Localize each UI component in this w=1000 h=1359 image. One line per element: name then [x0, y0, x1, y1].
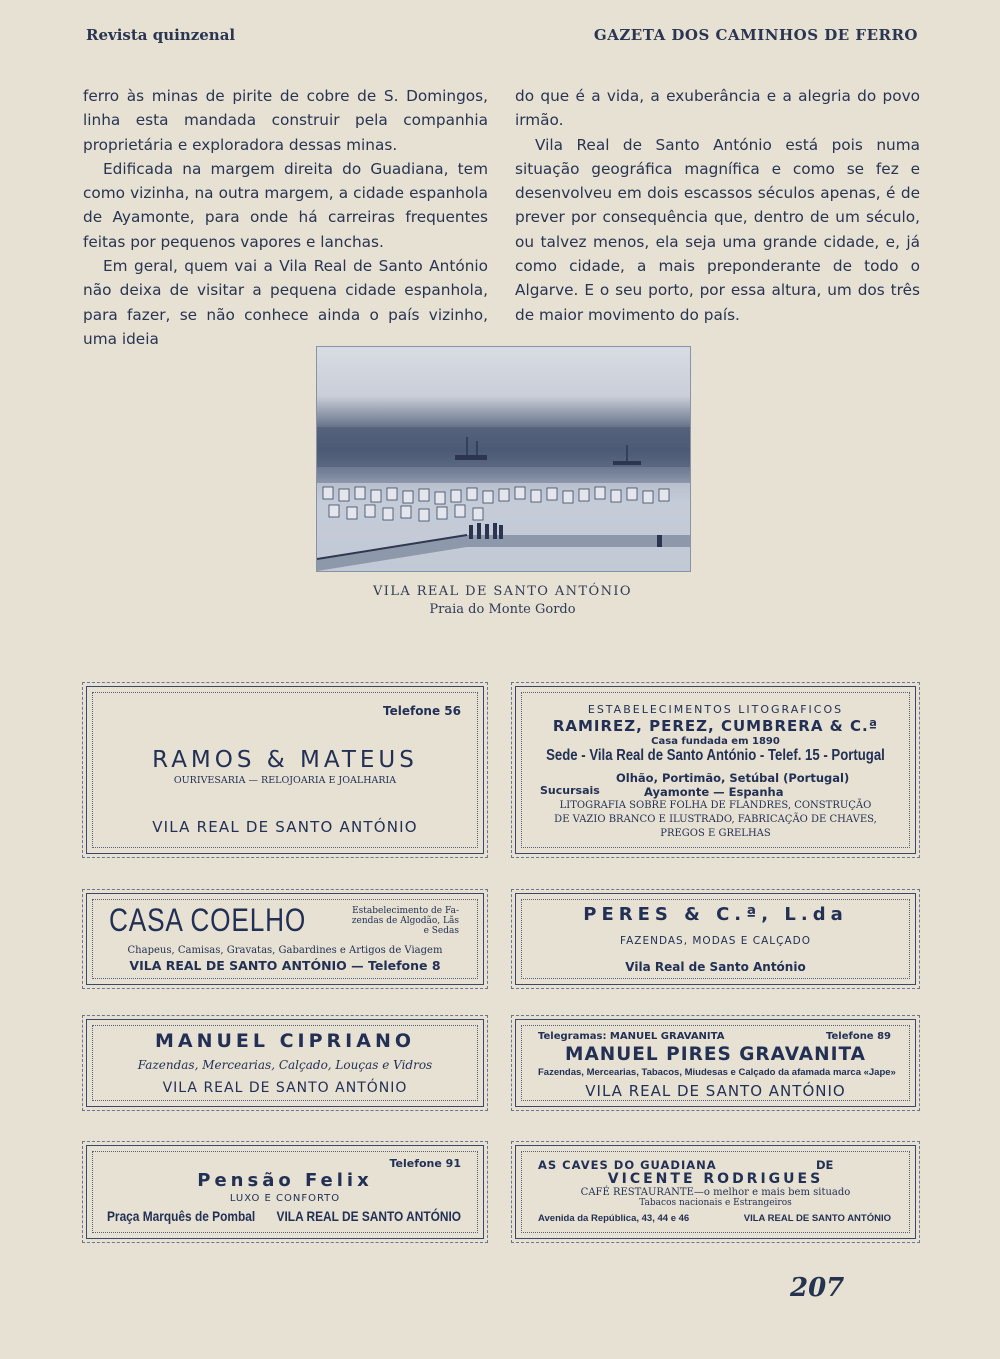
ad-place: Vila Real de Santo António: [625, 960, 806, 974]
beach-photo-drawing: [317, 347, 690, 571]
ad-peres: [515, 893, 916, 985]
ad-business-name: Pensão Felix: [197, 1170, 373, 1191]
paragraph: do que é a vida, a exuberância e a alegria do povo irmão.: [515, 87, 920, 130]
ad-description: CAFÉ RESTAURANTE—o melhor e mais bem situado: [580, 1187, 851, 1198]
ad-manuel-pires-gravanita: [515, 1019, 916, 1107]
ad-phone: Telefone 56: [382, 704, 461, 718]
ad-address: Avenida da República, 43, 44 e 46: [538, 1213, 690, 1224]
ad-business-name: VICENTE RODRIGUES: [607, 1171, 824, 1187]
ad-pensao-felix: [86, 1145, 484, 1239]
photo-caption-subtitle: Praia do Monte Gordo: [429, 602, 576, 617]
ad-goods: Fazendas, Mercearias, Tabacos, Miudesas e Calçado da afamada marca «Jape»: [538, 1067, 896, 1078]
ad-tagline: LUXO E CONFORTO: [229, 1193, 341, 1204]
header-right: GAZETA DOS CAMINHOS DE FERRO: [593, 26, 918, 44]
beach-photo: [316, 346, 691, 572]
ad-ramirez-perez-cumbrera: [515, 686, 916, 854]
ad-branches: Olhão, Portimão, Setúbal (Portugal): [616, 771, 850, 785]
ad-place: VILA REAL DE SANTO ANTÓNIO — Telefone 8: [129, 958, 441, 973]
header-left: Revista quinzenal: [86, 26, 236, 44]
ad-heading: AS CAVES DO GUADIANA: [538, 1158, 717, 1172]
ad-founded: Casa fundada em 1890: [651, 736, 780, 747]
ad-business-name: RAMIREZ, PEREZ, CUMBRERA & C.ª: [552, 717, 879, 735]
photo-caption-title: VILA REAL DE SANTO ANTÓNIO: [373, 584, 632, 599]
ad-address: Praça Marquês de Pombal: [107, 1208, 256, 1224]
ad-side-note: Estabelecimento de Fa-: [352, 906, 459, 916]
ad-trade: FAZENDAS, MODAS E CALÇADO: [620, 935, 811, 947]
article-right-column: [515, 84, 920, 327]
ad-place: VILA REAL DE SANTO ANTÓNIO: [152, 818, 418, 836]
ad-place: VILA REAL DE SANTO ANTÓNIO: [162, 1080, 408, 1096]
ad-telegrams: Telegramas: MANUEL GRAVANITA: [538, 1031, 725, 1042]
ad-description: Tabacos nacionais e Estrangeiros: [639, 1198, 792, 1208]
ad-place: VILA REAL DE SANTO ANTÓNIO: [743, 1213, 891, 1224]
ad-heading: ESTABELECIMENTOS LITOGRAFICOS: [587, 703, 844, 716]
ad-business-name: MANUEL PIRES GRAVANITA: [565, 1044, 866, 1065]
ad-trade: Fazendas, Mercearias, Calçado, Louças e Vidros: [137, 1058, 433, 1072]
ad-description: DE VAZIO BRANCO E ILUSTRADO, FABRICAÇÃO DE CHAVES,: [554, 814, 877, 825]
ad-goods: Chapeus, Camisas, Gravatas, Gabardines e Artigos de Viagem: [127, 945, 443, 956]
ad-description: PREGOS E GRELHAS: [660, 828, 771, 839]
ad-description: LITOGRAFIA SOBRE FOLHA DE FLANDRES, CONSTRUÇÃO: [559, 800, 872, 811]
ad-heading-de: DE: [816, 1158, 834, 1172]
page-number: 207: [790, 1273, 845, 1303]
paragraph: Vila Real de Santo António está pois numa situação geográfica magnífica e como se fez e desenvolveu em dois escassos séculos apenas, é de prever por consequência que, dentro de um século, ou talvez menos, ela seja uma grande cidade, e, já como cidade, a mais preponderante de todo o Algarve. E o seu porto, por essa altura, um dos três de maior movimento do país.: [515, 135, 920, 324]
ad-place: VILA REAL DE SANTO ANTÓNIO: [276, 1208, 461, 1224]
article-left-column: [83, 84, 488, 351]
ad-branches-label: Sucursais: [540, 784, 600, 797]
ad-business-name: RAMOS & MATEUS: [152, 747, 418, 773]
ad-place: VILA REAL DE SANTO ANTÓNIO: [585, 1082, 846, 1100]
paragraph: ferro às minas de pirite de cobre de S. Domingos, linha esta mandada construir pela companhia proprietária e exploradora dessas minas.: [83, 87, 488, 154]
paragraph: Edificada na margem direita do Guadiana, tem como vizinha, na outra margem, a cidade espanhola de Ayamonte, para onde há carreiras frequentes feitas por pequenos vapores e lanchas.: [83, 159, 488, 251]
ad-side-note: zendas de Algodão, Lãs: [351, 916, 459, 926]
ad-business-name: PERES & C.ª, L.da: [583, 904, 848, 925]
ad-caves-do-guadiana: [515, 1145, 916, 1239]
paragraph: Em geral, quem vai a Vila Real de Santo António não deixa de visitar a pequena cidade espanhola, para fazer, se não conhece ainda o país vizinho, uma ideia: [83, 257, 488, 348]
ad-business-name: CASA COELHO: [109, 902, 307, 938]
ad-phone: Telefone 91: [389, 1157, 461, 1170]
ad-trade: OURIVESARIA — RELOJOARIA E JOALHARIA: [173, 775, 397, 786]
ad-casa-coelho: [86, 893, 484, 985]
ad-manuel-cipriano: [86, 1019, 484, 1107]
ad-ramos-mateus: [86, 686, 484, 854]
ad-branches: Ayamonte — Espanha: [644, 785, 784, 799]
ad-seat: Sede - Vila Real de Santo António - Telef. 15 - Portugal: [546, 747, 885, 764]
ad-phone: Telefone 89: [825, 1031, 891, 1042]
ad-business-name: MANUEL CIPRIANO: [154, 1030, 416, 1052]
ad-side-note: e Sedas: [423, 926, 459, 936]
